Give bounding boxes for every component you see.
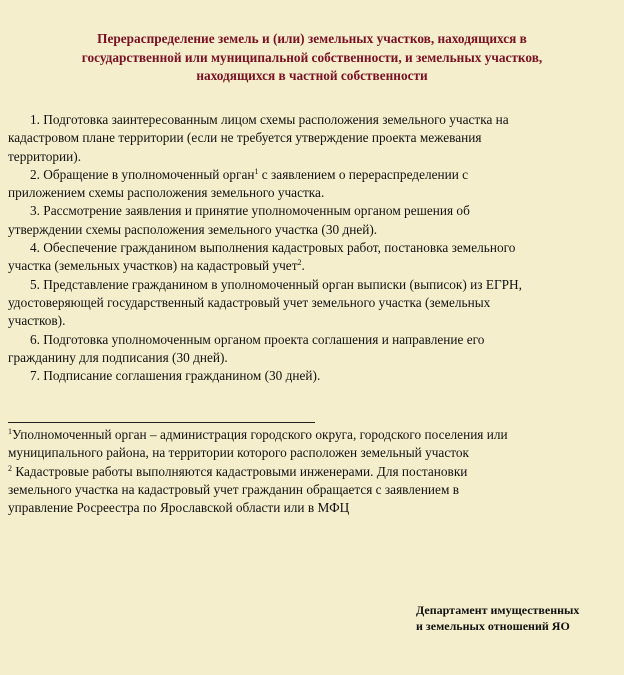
step-line: 7. Подписание соглашения гражданином (30 дней). <box>30 368 321 384</box>
signature-line: и земельных отношений ЯО <box>416 619 570 633</box>
step-line: 5. Представление гражданином в уполномоченный орган выписки (выписок) из ЕГРН, <box>30 276 522 292</box>
step-2 <box>8 166 608 203</box>
signature-line: Департамент имущественных <box>416 603 580 617</box>
footnote-1 <box>8 426 608 463</box>
steps-list <box>8 111 608 385</box>
step-text: участка (земельных участков) на кадастровый учет <box>8 258 298 274</box>
document-title <box>30 30 594 86</box>
step-line: удостоверяющей государственный кадастровый учет земельного участка (земельных <box>8 294 491 310</box>
footnote-ref: 2 <box>297 258 302 268</box>
footnote-line: земельного участка на кадастровый учет гражданин обращается с заявлением в <box>8 481 459 497</box>
step-line: утверждении схемы расположения земельного участка (30 дней). <box>8 221 378 237</box>
step-line: участков). <box>8 313 66 329</box>
step-7 <box>8 367 608 385</box>
footnote-marker: 1 <box>8 427 12 436</box>
footnote-divider <box>8 422 315 423</box>
step-line <box>8 257 608 275</box>
footnote-text: Уполномоченный орган – администрация городского округа, городского поселения или <box>12 427 508 442</box>
step-5 <box>8 276 608 331</box>
footnote-2 <box>8 463 608 518</box>
step-line: гражданину для подписания (30 дней). <box>8 349 228 365</box>
title-line: находящихся в частной собственности <box>196 68 428 83</box>
footnote-marker: 2 <box>8 463 12 473</box>
footnotes <box>8 426 608 517</box>
step-line: 4. Обеспечение гражданином выполнения кадастровых работ, постановка земельного <box>30 240 516 256</box>
step-line: 1. Подготовка заинтересованным лицом схемы расположения земельного участка на <box>30 112 509 127</box>
footnote-line <box>8 426 608 444</box>
step-line: приложением схемы расположения земельного участка. <box>8 185 325 201</box>
title-line: государственной или муниципальной собственности, и земельных участков, <box>81 49 543 65</box>
footnote-line <box>8 463 608 481</box>
step-line: кадастровом плане территории (если не требуется утверждение проекта межевания <box>8 130 482 146</box>
footnote-text: Кадастровые работы выполняются кадастровыми инженерами. Для постановки <box>12 463 468 479</box>
step-line: территории). <box>8 148 82 164</box>
footnote-ref: 1 <box>254 166 259 176</box>
step-text: . <box>301 258 305 274</box>
step-text: 2. Обращение в уполномоченный орган <box>30 166 255 182</box>
step-line: 6. Подготовка уполномоченным органом проекта соглашения и направление его <box>30 331 485 347</box>
step-3 <box>8 202 608 239</box>
step-text: с заявлением о перераспределении с <box>258 166 469 182</box>
step-line: 3. Рассмотрение заявления и принятие уполномоченным органом решения об <box>30 203 470 219</box>
step-4 <box>8 239 608 276</box>
title-line: Перераспределение земель и (или) земельных участков, находящихся в <box>97 31 527 46</box>
footnote-line: муниципального района, на территории которого расположен земельный участок <box>8 445 469 461</box>
step-6 <box>8 331 608 368</box>
step-line <box>8 166 608 184</box>
footnote-line: управление Росреестра по Ярославской области или в МФЦ <box>8 500 350 516</box>
step-1 <box>8 111 608 166</box>
signature <box>416 602 579 634</box>
